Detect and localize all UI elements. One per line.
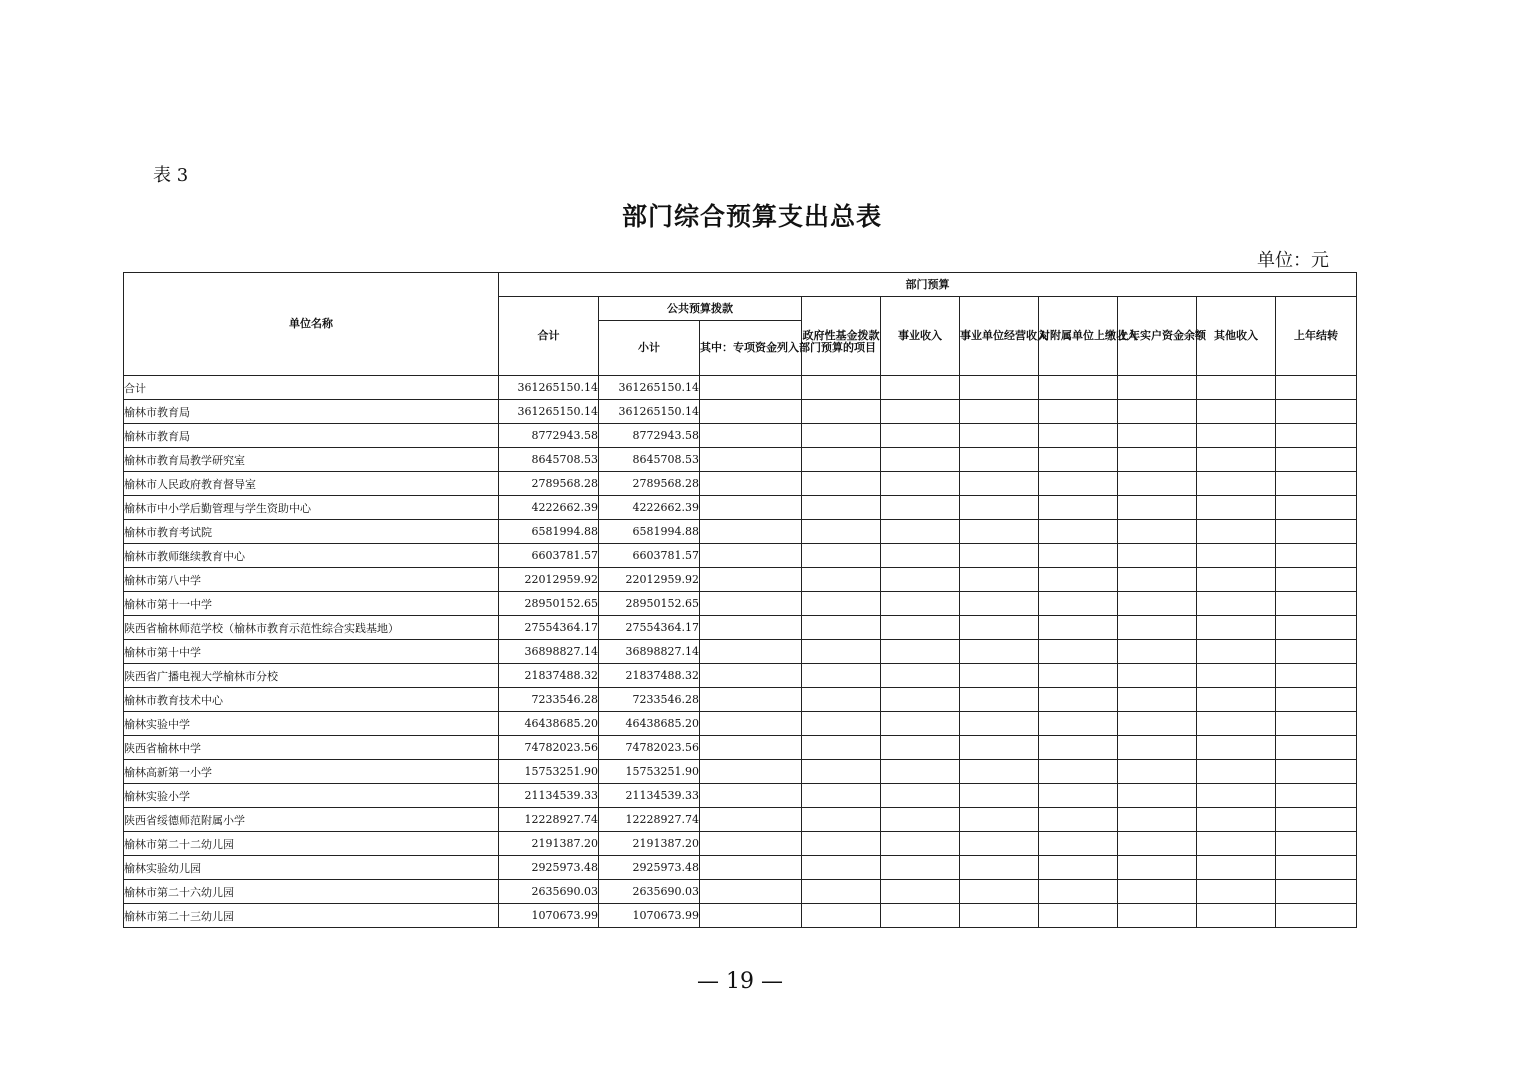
cell-empty xyxy=(1197,472,1276,496)
cell-subtotal: 74782023.56 xyxy=(599,736,700,760)
cell-empty xyxy=(802,424,881,448)
cell-empty xyxy=(802,376,881,400)
cell-empty xyxy=(802,832,881,856)
cell-subtotal: 6581994.88 xyxy=(599,520,700,544)
table-row xyxy=(124,784,1357,808)
cell-empty xyxy=(1039,424,1118,448)
cell-empty xyxy=(1118,568,1197,592)
cell-empty xyxy=(700,448,802,472)
cell-empty xyxy=(1118,760,1197,784)
header-subordinate-income: 对附属单位上缴收入 xyxy=(1039,297,1118,376)
cell-total: 2191387.20 xyxy=(499,832,599,856)
header-unit-name: 单位名称 xyxy=(124,273,499,376)
cell-empty xyxy=(802,760,881,784)
table-row xyxy=(124,736,1357,760)
cell-unit-name: 榆林市教育局 xyxy=(124,400,499,424)
cell-empty xyxy=(1197,400,1276,424)
table-row xyxy=(124,400,1357,424)
cell-unit-name: 榆林市第十中学 xyxy=(124,640,499,664)
cell-empty xyxy=(1118,424,1197,448)
cell-empty xyxy=(802,856,881,880)
cell-unit-name: 陕西省广播电视大学榆林市分校 xyxy=(124,664,499,688)
cell-unit-name: 榆林市第二十三幼儿园 xyxy=(124,904,499,928)
cell-empty xyxy=(700,856,802,880)
table-row xyxy=(124,856,1357,880)
cell-empty xyxy=(1039,736,1118,760)
cell-empty xyxy=(960,592,1039,616)
cell-subtotal: 46438685.20 xyxy=(599,712,700,736)
cell-total: 2789568.28 xyxy=(499,472,599,496)
cell-empty xyxy=(700,760,802,784)
cell-empty xyxy=(1118,544,1197,568)
cell-empty xyxy=(1118,904,1197,928)
cell-empty xyxy=(960,472,1039,496)
cell-subtotal: 2789568.28 xyxy=(599,472,700,496)
header-operating-income: 事业单位经营收入 xyxy=(960,297,1039,376)
cell-subtotal: 361265150.14 xyxy=(599,376,700,400)
cell-empty xyxy=(1276,664,1357,688)
cell-empty xyxy=(1039,664,1118,688)
cell-empty xyxy=(1197,904,1276,928)
budget-table xyxy=(123,272,1357,928)
cell-empty xyxy=(1039,784,1118,808)
table-row xyxy=(124,448,1357,472)
header-public-budget: 公共预算拨款 xyxy=(599,297,802,321)
cell-total: 2635690.03 xyxy=(499,880,599,904)
cell-empty xyxy=(700,784,802,808)
cell-empty xyxy=(802,496,881,520)
cell-total: 28950152.65 xyxy=(499,592,599,616)
cell-subtotal: 6603781.57 xyxy=(599,544,700,568)
cell-empty xyxy=(802,904,881,928)
cell-empty xyxy=(1276,712,1357,736)
cell-empty xyxy=(802,616,881,640)
cell-empty xyxy=(1276,448,1357,472)
cell-empty xyxy=(1197,424,1276,448)
cell-empty xyxy=(881,520,960,544)
cell-empty xyxy=(881,424,960,448)
cell-total: 7233546.28 xyxy=(499,688,599,712)
cell-empty xyxy=(802,688,881,712)
cell-empty xyxy=(1118,808,1197,832)
cell-total: 1070673.99 xyxy=(499,904,599,928)
header-business-income: 事业收入 xyxy=(881,297,960,376)
cell-subtotal: 27554364.17 xyxy=(599,616,700,640)
cell-empty xyxy=(1197,712,1276,736)
cell-empty xyxy=(1276,904,1357,928)
cell-empty xyxy=(881,784,960,808)
cell-empty xyxy=(700,592,802,616)
table-row xyxy=(124,472,1357,496)
cell-empty xyxy=(1118,376,1197,400)
cell-empty xyxy=(960,688,1039,712)
table-row xyxy=(124,880,1357,904)
cell-total: 21134539.33 xyxy=(499,784,599,808)
cell-empty xyxy=(1276,424,1357,448)
cell-empty xyxy=(881,376,960,400)
cell-empty xyxy=(700,376,802,400)
cell-empty xyxy=(1197,544,1276,568)
table-row xyxy=(124,664,1357,688)
header-carryover: 上年结转 xyxy=(1276,297,1357,376)
cell-empty xyxy=(881,880,960,904)
cell-empty xyxy=(881,400,960,424)
table-row xyxy=(124,376,1357,400)
cell-empty xyxy=(1276,736,1357,760)
cell-empty xyxy=(1197,448,1276,472)
cell-empty xyxy=(1118,856,1197,880)
cell-empty xyxy=(802,400,881,424)
cell-empty xyxy=(960,376,1039,400)
cell-empty xyxy=(1197,808,1276,832)
table-row xyxy=(124,904,1357,928)
cell-empty xyxy=(802,568,881,592)
cell-empty xyxy=(1276,616,1357,640)
cell-empty xyxy=(700,736,802,760)
cell-empty xyxy=(960,616,1039,640)
cell-empty xyxy=(881,448,960,472)
cell-empty xyxy=(1276,880,1357,904)
cell-empty xyxy=(1276,688,1357,712)
cell-empty xyxy=(1039,448,1118,472)
cell-empty xyxy=(1039,472,1118,496)
cell-empty xyxy=(700,808,802,832)
cell-unit-name: 榆林市教育局 xyxy=(124,424,499,448)
cell-empty xyxy=(1276,568,1357,592)
cell-empty xyxy=(960,496,1039,520)
cell-empty xyxy=(881,856,960,880)
cell-subtotal: 15753251.90 xyxy=(599,760,700,784)
cell-empty xyxy=(960,568,1039,592)
table-label: 表 3 xyxy=(153,165,189,186)
cell-empty xyxy=(1039,544,1118,568)
cell-empty xyxy=(960,712,1039,736)
cell-unit-name: 陕西省绥德师范附属小学 xyxy=(124,808,499,832)
page-title: 部门综合预算支出总表 xyxy=(621,202,882,231)
cell-empty xyxy=(1118,520,1197,544)
cell-empty xyxy=(802,736,881,760)
table-row xyxy=(124,688,1357,712)
cell-empty xyxy=(802,712,881,736)
cell-empty xyxy=(1039,616,1118,640)
cell-empty xyxy=(1039,832,1118,856)
cell-empty xyxy=(1197,496,1276,520)
cell-empty xyxy=(1039,592,1118,616)
cell-empty xyxy=(1039,760,1118,784)
cell-empty xyxy=(802,448,881,472)
cell-total: 2925973.48 xyxy=(499,856,599,880)
cell-empty xyxy=(1197,832,1276,856)
cell-empty xyxy=(802,472,881,496)
cell-subtotal: 2635690.03 xyxy=(599,880,700,904)
cell-unit-name: 合计 xyxy=(124,376,499,400)
cell-empty xyxy=(1039,520,1118,544)
header-dept-budget: 部门预算 xyxy=(499,273,1357,297)
cell-unit-name: 榆林市教师继续教育中心 xyxy=(124,544,499,568)
cell-empty xyxy=(700,472,802,496)
cell-subtotal: 8772943.58 xyxy=(599,424,700,448)
header-prev-balance: 上年实户资金余额 xyxy=(1118,297,1197,376)
cell-total: 8645708.53 xyxy=(499,448,599,472)
cell-empty xyxy=(881,664,960,688)
cell-subtotal: 2191387.20 xyxy=(599,832,700,856)
page-number: — 19 — xyxy=(697,969,783,994)
cell-total: 12228927.74 xyxy=(499,808,599,832)
table-body xyxy=(124,376,1357,928)
cell-empty xyxy=(960,544,1039,568)
cell-subtotal: 7233546.28 xyxy=(599,688,700,712)
cell-empty xyxy=(1197,616,1276,640)
cell-empty xyxy=(1197,688,1276,712)
cell-empty xyxy=(700,904,802,928)
cell-empty xyxy=(881,712,960,736)
unit-label: 单位：元 xyxy=(1257,250,1329,271)
cell-empty xyxy=(881,760,960,784)
table-row xyxy=(124,520,1357,544)
cell-empty xyxy=(881,592,960,616)
cell-empty xyxy=(960,520,1039,544)
cell-empty xyxy=(1197,856,1276,880)
cell-empty xyxy=(960,784,1039,808)
cell-total: 361265150.14 xyxy=(499,400,599,424)
cell-empty xyxy=(1197,664,1276,688)
cell-empty xyxy=(1118,448,1197,472)
cell-empty xyxy=(802,880,881,904)
cell-total: 36898827.14 xyxy=(499,640,599,664)
cell-empty xyxy=(960,448,1039,472)
cell-empty xyxy=(802,592,881,616)
cell-subtotal: 8645708.53 xyxy=(599,448,700,472)
cell-empty xyxy=(1197,736,1276,760)
cell-empty xyxy=(960,904,1039,928)
cell-empty xyxy=(1197,640,1276,664)
cell-empty xyxy=(960,736,1039,760)
table-row xyxy=(124,712,1357,736)
cell-total: 4222662.39 xyxy=(499,496,599,520)
cell-empty xyxy=(881,544,960,568)
table-row xyxy=(124,616,1357,640)
cell-empty xyxy=(700,712,802,736)
cell-empty xyxy=(1118,400,1197,424)
cell-empty xyxy=(1197,784,1276,808)
cell-empty xyxy=(1039,808,1118,832)
header-subtotal: 小计 xyxy=(599,321,700,376)
cell-empty xyxy=(1118,880,1197,904)
cell-empty xyxy=(1118,664,1197,688)
cell-subtotal: 361265150.14 xyxy=(599,400,700,424)
cell-unit-name: 榆林实验幼儿园 xyxy=(124,856,499,880)
cell-empty xyxy=(960,856,1039,880)
cell-empty xyxy=(881,496,960,520)
cell-subtotal: 12228927.74 xyxy=(599,808,700,832)
cell-empty xyxy=(802,808,881,832)
cell-empty xyxy=(1276,640,1357,664)
cell-empty xyxy=(802,544,881,568)
cell-unit-name: 榆林市第二十六幼儿园 xyxy=(124,880,499,904)
cell-unit-name: 榆林市第十一中学 xyxy=(124,592,499,616)
cell-empty xyxy=(1276,496,1357,520)
cell-unit-name: 榆林市教育技术中心 xyxy=(124,688,499,712)
cell-empty xyxy=(960,664,1039,688)
cell-empty xyxy=(1118,784,1197,808)
cell-total: 46438685.20 xyxy=(499,712,599,736)
header-gov-fund: 政府性基金拨款 xyxy=(802,297,881,376)
cell-empty xyxy=(960,640,1039,664)
cell-empty xyxy=(1118,592,1197,616)
cell-empty xyxy=(1118,616,1197,640)
cell-subtotal: 1070673.99 xyxy=(599,904,700,928)
cell-empty xyxy=(802,784,881,808)
cell-empty xyxy=(1039,496,1118,520)
cell-unit-name: 榆林市人民政府教育督导室 xyxy=(124,472,499,496)
cell-empty xyxy=(960,424,1039,448)
cell-empty xyxy=(881,808,960,832)
cell-empty xyxy=(881,904,960,928)
cell-empty xyxy=(1118,736,1197,760)
table-row xyxy=(124,640,1357,664)
cell-empty xyxy=(881,568,960,592)
cell-empty xyxy=(700,664,802,688)
cell-subtotal: 22012959.92 xyxy=(599,568,700,592)
cell-subtotal: 2925973.48 xyxy=(599,856,700,880)
cell-empty xyxy=(1276,856,1357,880)
cell-empty xyxy=(1118,640,1197,664)
table-row xyxy=(124,496,1357,520)
cell-empty xyxy=(1197,592,1276,616)
cell-empty xyxy=(700,424,802,448)
cell-empty xyxy=(881,736,960,760)
cell-empty xyxy=(1039,856,1118,880)
table-row xyxy=(124,544,1357,568)
cell-empty xyxy=(700,496,802,520)
cell-empty xyxy=(802,520,881,544)
table-row xyxy=(124,568,1357,592)
table-row xyxy=(124,760,1357,784)
cell-empty xyxy=(1039,688,1118,712)
cell-unit-name: 榆林市教育局教学研究室 xyxy=(124,448,499,472)
cell-empty xyxy=(700,520,802,544)
cell-empty xyxy=(1039,640,1118,664)
cell-empty xyxy=(881,640,960,664)
cell-subtotal: 21837488.32 xyxy=(599,664,700,688)
cell-empty xyxy=(1039,880,1118,904)
cell-total: 21837488.32 xyxy=(499,664,599,688)
cell-unit-name: 榆林市教育考试院 xyxy=(124,520,499,544)
cell-empty xyxy=(1276,400,1357,424)
cell-empty xyxy=(1039,904,1118,928)
header-other-income: 其他收入 xyxy=(1197,297,1276,376)
cell-empty xyxy=(1276,832,1357,856)
cell-empty xyxy=(1118,832,1197,856)
cell-unit-name: 陕西省榆林师范学校（榆林市教育示范性综合实践基地） xyxy=(124,616,499,640)
cell-empty xyxy=(960,808,1039,832)
cell-empty xyxy=(700,832,802,856)
cell-empty xyxy=(1039,400,1118,424)
cell-unit-name: 榆林市第二十二幼儿园 xyxy=(124,832,499,856)
cell-empty xyxy=(802,640,881,664)
cell-total: 6581994.88 xyxy=(499,520,599,544)
cell-empty xyxy=(1276,592,1357,616)
cell-empty xyxy=(1197,880,1276,904)
cell-unit-name: 榆林高新第一小学 xyxy=(124,760,499,784)
cell-empty xyxy=(1039,376,1118,400)
cell-unit-name: 榆林市中小学后勤管理与学生资助中心 xyxy=(124,496,499,520)
cell-empty xyxy=(700,544,802,568)
cell-unit-name: 榆林实验中学 xyxy=(124,712,499,736)
cell-empty xyxy=(881,616,960,640)
cell-empty xyxy=(1197,568,1276,592)
cell-empty xyxy=(700,640,802,664)
cell-total: 15753251.90 xyxy=(499,760,599,784)
cell-empty xyxy=(700,880,802,904)
cell-empty xyxy=(881,688,960,712)
cell-empty xyxy=(960,760,1039,784)
header-total: 合计 xyxy=(499,297,599,376)
cell-empty xyxy=(1276,520,1357,544)
cell-empty xyxy=(1118,496,1197,520)
cell-empty xyxy=(1118,712,1197,736)
cell-total: 8772943.58 xyxy=(499,424,599,448)
cell-empty xyxy=(1276,544,1357,568)
cell-empty xyxy=(1118,688,1197,712)
cell-empty xyxy=(700,568,802,592)
table-row xyxy=(124,424,1357,448)
cell-empty xyxy=(1039,712,1118,736)
cell-empty xyxy=(881,472,960,496)
cell-empty xyxy=(1118,472,1197,496)
cell-empty xyxy=(1197,760,1276,784)
cell-empty xyxy=(700,400,802,424)
cell-subtotal: 36898827.14 xyxy=(599,640,700,664)
cell-total: 6603781.57 xyxy=(499,544,599,568)
cell-unit-name: 榆林实验小学 xyxy=(124,784,499,808)
cell-empty xyxy=(960,880,1039,904)
cell-empty xyxy=(960,400,1039,424)
cell-empty xyxy=(881,832,960,856)
cell-empty xyxy=(1276,808,1357,832)
cell-empty xyxy=(1276,376,1357,400)
table-row xyxy=(124,808,1357,832)
cell-empty xyxy=(1276,760,1357,784)
header-special-funds: 其中：专项资金列入部门预算的项目 xyxy=(700,321,802,376)
cell-empty xyxy=(1276,472,1357,496)
cell-subtotal: 21134539.33 xyxy=(599,784,700,808)
cell-empty xyxy=(802,664,881,688)
cell-total: 361265150.14 xyxy=(499,376,599,400)
cell-unit-name: 榆林市第八中学 xyxy=(124,568,499,592)
cell-empty xyxy=(700,616,802,640)
cell-unit-name: 陕西省榆林中学 xyxy=(124,736,499,760)
table-row xyxy=(124,832,1357,856)
table-row xyxy=(124,592,1357,616)
cell-total: 74782023.56 xyxy=(499,736,599,760)
cell-total: 27554364.17 xyxy=(499,616,599,640)
cell-empty xyxy=(960,832,1039,856)
cell-empty xyxy=(1039,568,1118,592)
cell-empty xyxy=(700,688,802,712)
cell-empty xyxy=(1276,784,1357,808)
cell-subtotal: 4222662.39 xyxy=(599,496,700,520)
cell-empty xyxy=(1197,520,1276,544)
cell-empty xyxy=(1197,376,1276,400)
cell-subtotal: 28950152.65 xyxy=(599,592,700,616)
cell-total: 22012959.92 xyxy=(499,568,599,592)
